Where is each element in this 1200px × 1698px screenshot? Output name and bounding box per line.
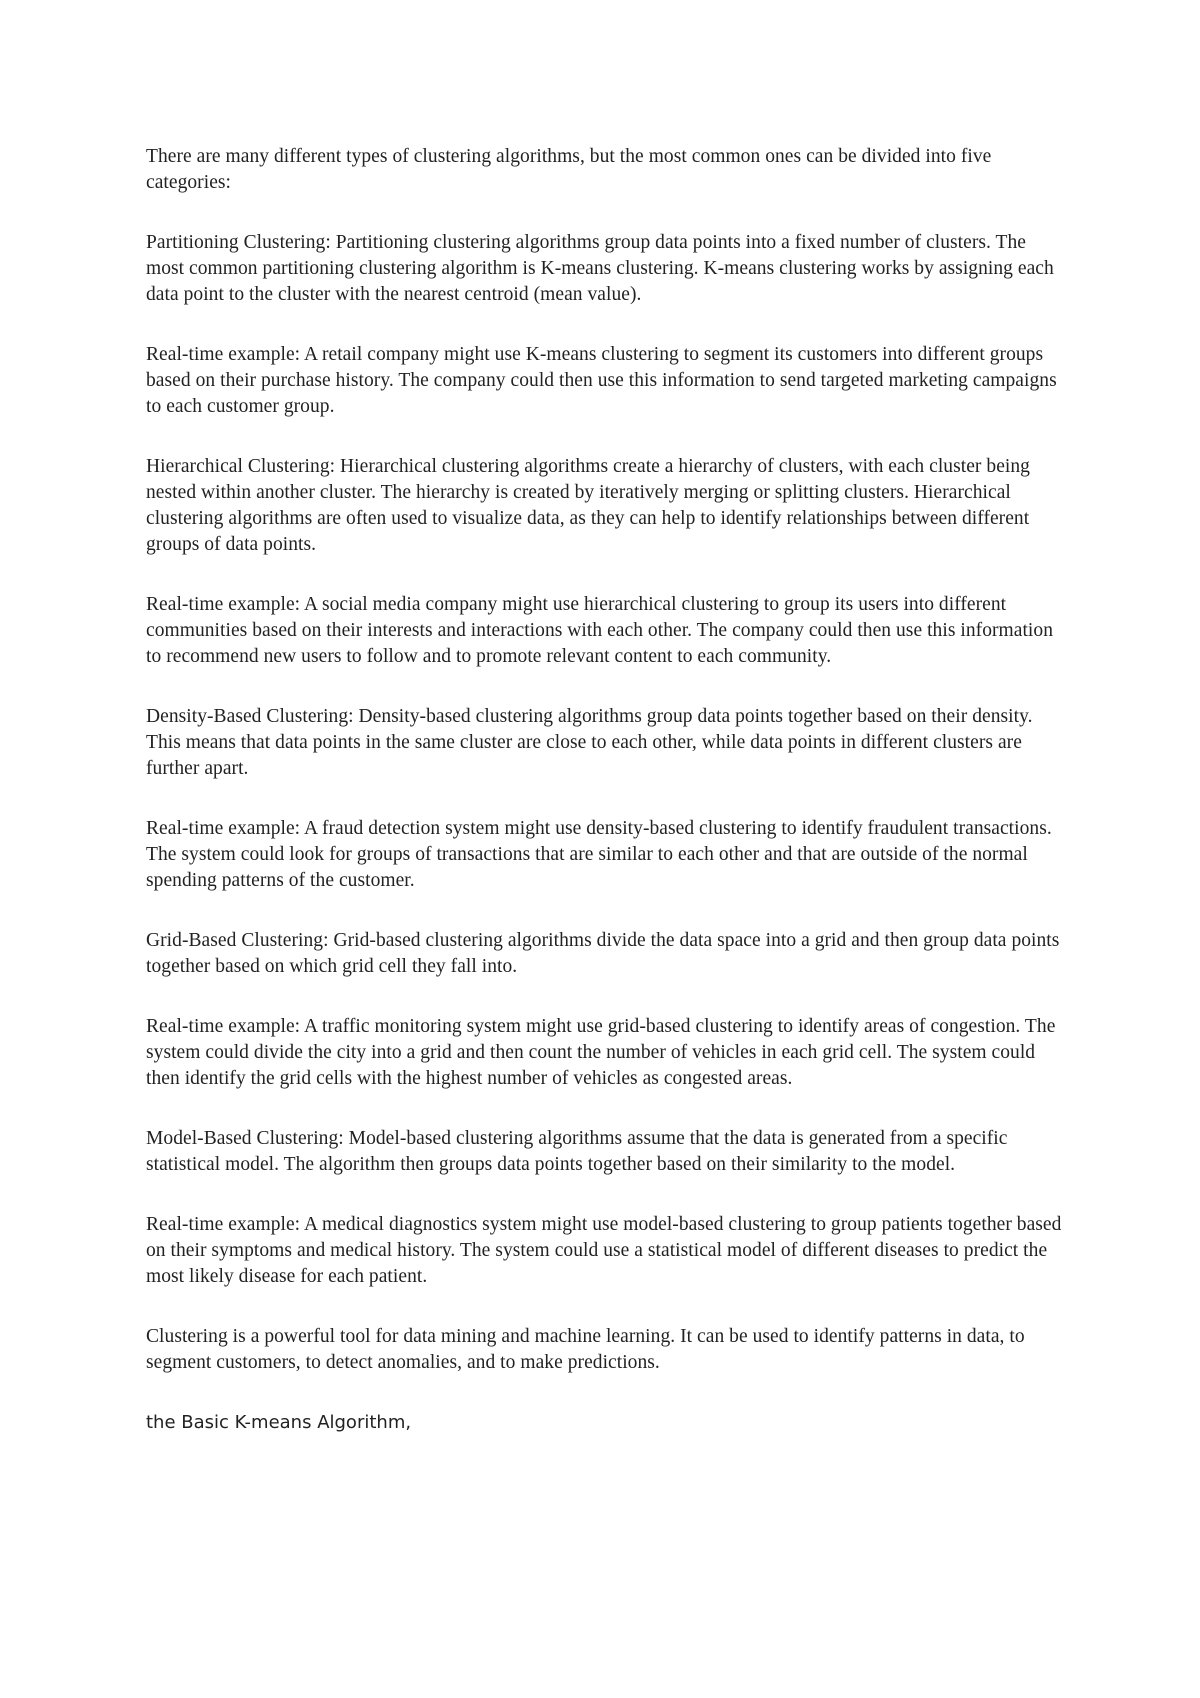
partitioning-clustering-paragraph: Partitioning Clustering: Partitioning clustering algorithms group data points into a fixed number of clusters. The most common partitioning clustering algorithm is K-means clustering. K-means clustering works by assigning each data point to the cluster with the nearest centroid (mean value). <box>146 232 1054 305</box>
conclusion-paragraph: Clustering is a powerful tool for data mining and machine learning. It can be used to identify patterns in data, to segment customers, to detect anomalies, and to make predictions. <box>146 1326 1025 1373</box>
document-body <box>146 144 1066 1436</box>
grid-example-paragraph: Real-time example: A traffic monitoring system might use grid-based clustering to identify areas of congestion. The system could divide the city into a grid and then count the number of vehicles in each grid cell. The system could then identify the grid cells with the highest number of vehicles as congested areas. <box>146 1016 1056 1089</box>
density-clustering-paragraph: Density-Based Clustering: Density-based clustering algorithms group data points together based on their density. This means that data points in the same cluster are close to each other, while data points in different clusters are further apart. <box>146 706 1033 779</box>
model-example-paragraph: Real-time example: A medical diagnostics system might use model-based clustering to group patients together based on their symptoms and medical history. The system could use a statistical model of different diseases to predict the most likely disease for each patient. <box>146 1214 1062 1287</box>
hierarchical-example-paragraph: Real-time example: A social media company might use hierarchical clustering to group its users into different communities based on their interests and interactions with each other. The company could then use this information to recommend new users to follow and to promote relevant content to each community. <box>146 594 1053 667</box>
density-example-paragraph: Real-time example: A fraud detection system might use density-based clustering to identify fraudulent transactions. The system could look for groups of transactions that are similar to each other and that are outside of the normal spending patterns of the customer. <box>146 818 1052 891</box>
intro-paragraph: There are many different types of clustering algorithms, but the most common ones can be divided into five categories: <box>146 146 992 193</box>
model-clustering-paragraph: Model-Based Clustering: Model-based clustering algorithms assume that the data is generated from a specific statistical model. The algorithm then groups data points together based on their similarity to the model. <box>146 1128 1008 1175</box>
hierarchical-clustering-paragraph: Hierarchical Clustering: Hierarchical clustering algorithms create a hierarchy of clusters, with each cluster being nested within another cluster. The hierarchy is created by iteratively merging or splitting clusters. Hierarchical clustering algorithms are often used to visualize data, as they can help to identify relationships between different groups of data points. <box>146 456 1030 555</box>
grid-clustering-paragraph: Grid-Based Clustering: Grid-based clustering algorithms divide the data space into a grid and then group data points together based on which grid cell they fall into. <box>146 930 1060 977</box>
partitioning-example-paragraph: Real-time example: A retail company might use K-means clustering to segment its customers into different groups based on their purchase history. The company could then use this information to send targeted marketing campaigns to each customer group. <box>146 344 1057 417</box>
basic-kmeans-heading: the Basic K-means Algorithm, <box>146 1412 412 1433</box>
